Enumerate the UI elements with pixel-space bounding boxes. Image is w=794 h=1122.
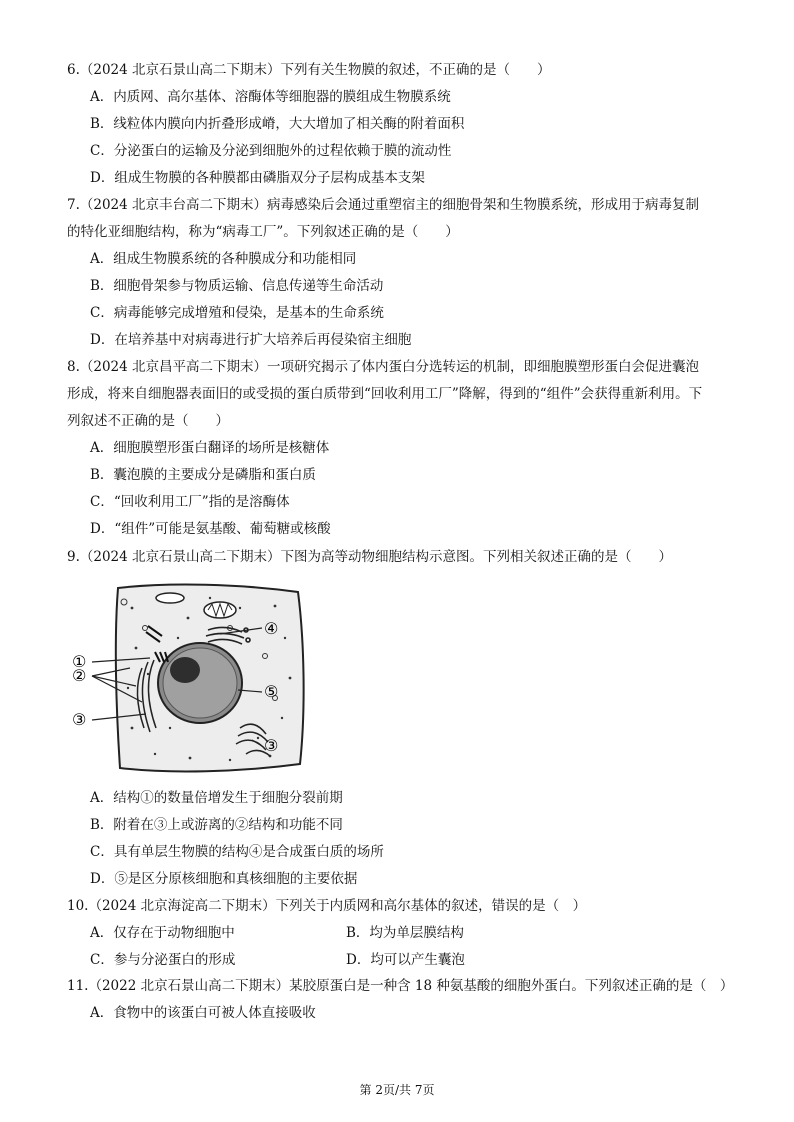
question-8-option-d: D．“组件”可能是氨基酸、葡萄糖或核酸 xyxy=(90,521,331,537)
question-9-option-c: C．具有单层生物膜的结构④是合成蛋白质的场所 xyxy=(90,844,384,860)
question-10-option-c: C．参与分泌蛋白的形成 xyxy=(90,952,236,968)
question-6-option-c: C．分泌蛋白的运输及分泌到细胞外的过程依赖于膜的流动性 xyxy=(90,143,452,159)
question-8-option-a: A．细胞膜塑形蛋白翻译的场所是核糖体 xyxy=(90,440,330,456)
figure-label-1: ① xyxy=(72,652,87,671)
question-7-option-d: D．在培养基中对病毒进行扩大培养后再侵染宿主细胞 xyxy=(90,332,412,348)
question-6-option-d: D．组成生物膜的各种膜都由磷脂双分子层构成基本支架 xyxy=(90,170,425,186)
question-11-stem: 11.（2022 北京石景山高二下期末）某胶原蛋白是一种含 18 种氨基酸的细胞外蛋白。下列叙述正确的是（ ） xyxy=(67,978,734,994)
figure-label-3-right: ③ xyxy=(264,736,279,755)
question-9-option-d: D．⑤是区分原核细胞和真核细胞的主要依据 xyxy=(90,871,358,887)
question-6-stem: 6.（2024 北京石景山高二下期末）下列有关生物膜的叙述，不正确的是（ ） xyxy=(67,62,551,78)
mitochondrion-small xyxy=(156,593,184,603)
question-8-stem-line-3: 列叙述不正确的是（ ） xyxy=(67,413,229,429)
nucleolus xyxy=(170,657,200,683)
question-11-option-a: A．食物中的该蛋白可被人体直接吸收 xyxy=(90,1005,316,1021)
question-8-stem-line-1: 8.（2024 北京昌平高二下期末）一项研究揭示了体内蛋白分选转运的机制，即细胞膜塑形蛋白会促进囊泡 xyxy=(67,359,700,375)
question-10-option-d: D．均可以产生囊泡 xyxy=(346,952,465,968)
question-7-option-a: A．组成生物膜系统的各种膜成分和功能相同 xyxy=(90,251,357,267)
question-9-option-a: A．结构①的数量倍增发生于细胞分裂前期 xyxy=(90,790,343,806)
figure-label-4: ④ xyxy=(264,619,279,638)
question-8-option-b: B．囊泡膜的主要成分是磷脂和蛋白质 xyxy=(90,467,316,483)
question-7-stem-line-2: 的特化亚细胞结构，称为“病毒工厂”。下列叙述正确的是（ ） xyxy=(67,224,459,240)
question-10-option-a: A．仅存在于动物细胞中 xyxy=(90,925,235,941)
question-8-option-c: C．“回收利用工厂”指的是溶酶体 xyxy=(90,494,290,510)
page-footer: 第 2页/共 7页 xyxy=(359,1083,435,1097)
figure-label-5: ⑤ xyxy=(264,682,279,701)
question-8-stem-line-2: 形成，将来自细胞器表面旧的或受损的蛋白质带到“回收利用工厂”降解，得到的“组件”会获得重新利用。下 xyxy=(67,386,703,402)
animal-cell-diagram xyxy=(70,578,320,782)
question-6-option-b: B．线粒体内膜向内折叠形成嵴，大大增加了相关酶的附着面积 xyxy=(90,116,465,132)
question-6-option-a: A．内质网、高尔基体、溶酶体等细胞器的膜组成生物膜系统 xyxy=(90,89,451,105)
question-7-option-c: C．病毒能够完成增殖和侵染，是基本的生命系统 xyxy=(90,305,384,321)
question-10-stem: 10.（2024 北京海淀高二下期末）下列关于内质网和高尔基体的叙述，错误的是（ ） xyxy=(67,898,587,914)
figure-label-3-left: ③ xyxy=(72,710,87,729)
figure-label-2: ② xyxy=(72,666,87,685)
animal-cell-svg xyxy=(70,578,320,778)
question-9-stem: 9.（2024 北京石景山高二下期末）下图为高等动物细胞结构示意图。下列相关叙述正确的是（ ） xyxy=(67,549,673,565)
question-7-stem-line-1: 7.（2024 北京丰台高二下期末）病毒感染后会通过重塑宿主的细胞骨架和生物膜系统，形成用于病毒复制 xyxy=(67,197,700,213)
question-10-option-b: B．均为单层膜结构 xyxy=(346,925,464,941)
question-7-option-b: B．细胞骨架参与物质运输、信息传递等生命活动 xyxy=(90,278,384,294)
question-9-option-b: B．附着在③上或游离的②结构和功能不同 xyxy=(90,817,343,833)
